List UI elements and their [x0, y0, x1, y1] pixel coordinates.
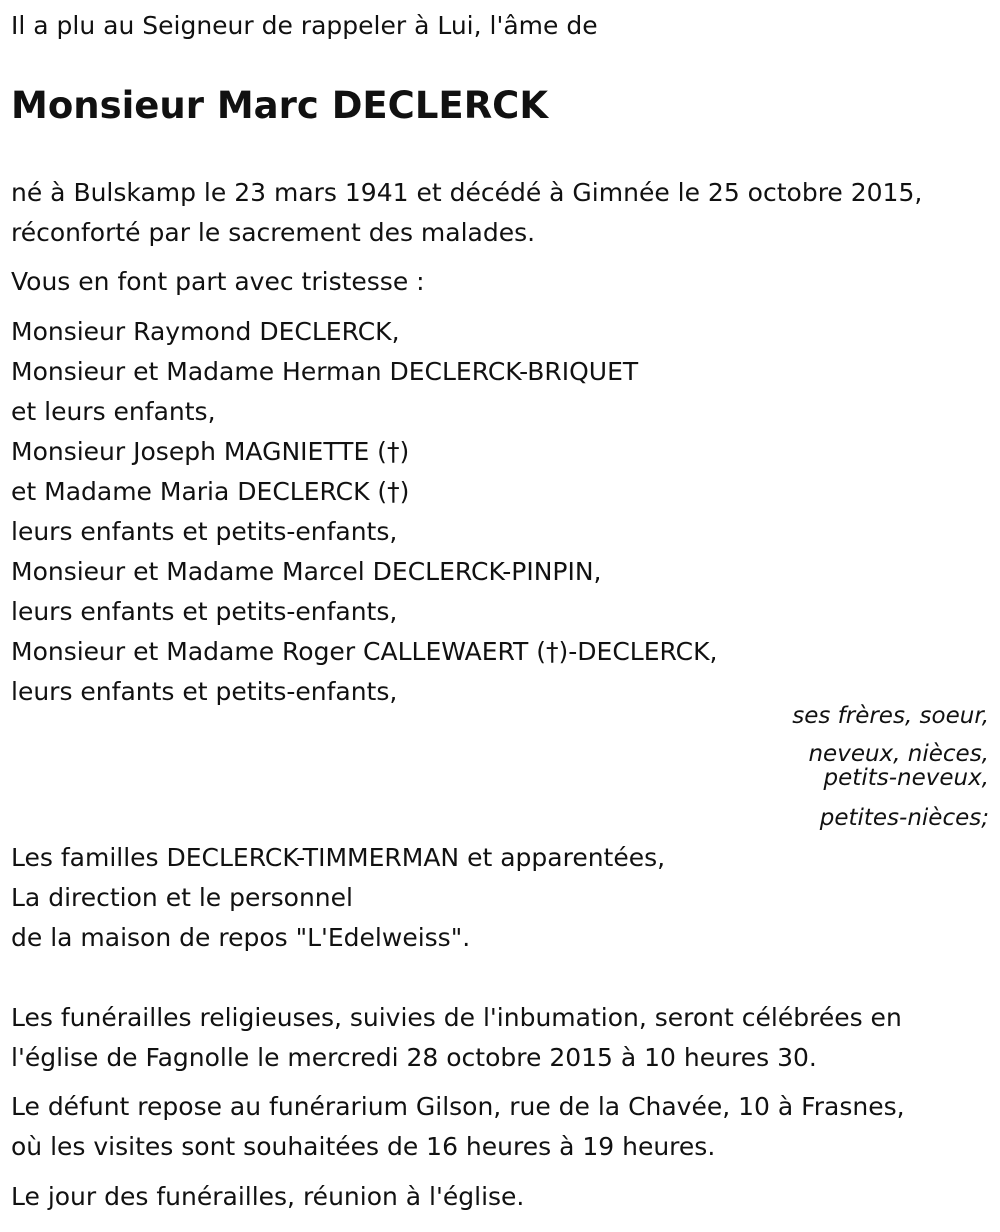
other-mourners-line: Les familles DECLERCK-TIMMERMAN et apparentées, — [11, 843, 666, 872]
family-line: Monsieur et Madame Roger CALLEWAERT (†)-DECLERCK, — [11, 637, 718, 666]
family-line: leurs enfants et petits-enfants, — [11, 597, 398, 626]
day-of-line: Le jour des funérailles, réunion à l'église. — [11, 1182, 525, 1211]
family-line: Monsieur et Madame Herman DECLERCK-BRIQUET — [11, 357, 639, 386]
family-line: et Madame Maria DECLERCK (†) — [11, 477, 410, 506]
repose-line: où les visites sont souhaitées de 16 heures à 19 heures. — [11, 1132, 716, 1161]
announce-line: Vous en font part avec tristesse : — [11, 267, 425, 296]
announce-paragraph — [11, 262, 425, 302]
sacrament-line: réconforté par le sacrement des malades. — [11, 218, 536, 247]
deceased-name: Monsieur Marc DECLERCK — [11, 84, 549, 127]
relation-grandnieces: petites-nièces; — [819, 805, 989, 831]
family-line: leurs enfants et petits-enfants, — [11, 677, 398, 706]
other-mourners-line: de la maison de repos "L'Edelweiss". — [11, 923, 471, 952]
repose-paragraph — [11, 1087, 905, 1167]
family-line: Monsieur Raymond DECLERCK, — [11, 317, 400, 346]
relation-siblings: ses frères, soeur, — [792, 703, 989, 729]
relation-grandnephews: petits-neveux, — [823, 765, 989, 791]
birth-death-paragraph — [11, 173, 922, 253]
relation-nephews-nieces: neveux, nièces, — [808, 741, 989, 767]
family-line: Monsieur Joseph MAGNIETTE (†) — [11, 437, 410, 466]
family-line: leurs enfants et petits-enfants, — [11, 517, 398, 546]
funeral-paragraph — [11, 998, 902, 1078]
funeral-line: Les funérailles religieuses, suivies de l'inbumation, seront célébrées en — [11, 1003, 902, 1032]
family-line: et leurs enfants, — [11, 397, 216, 426]
birth-death-line: né à Bulskamp le 23 mars 1941 et décédé à Gimnée le 25 octobre 2015, — [11, 178, 923, 207]
other-mourners — [11, 838, 665, 958]
family-list — [11, 312, 717, 712]
intro-text: Il a plu au Seigneur de rappeler à Lui, l'âme de — [11, 11, 598, 40]
funeral-line: l'église de Fagnolle le mercredi 28 octobre 2015 à 10 heures 30. — [11, 1043, 817, 1072]
other-mourners-line: La direction et le personnel — [11, 883, 353, 912]
day-of-paragraph — [11, 1177, 524, 1217]
family-line: Monsieur et Madame Marcel DECLERCK-PINPIN, — [11, 557, 602, 586]
repose-line: Le défunt repose au funérarium Gilson, rue de la Chavée, 10 à Frasnes, — [11, 1092, 905, 1121]
